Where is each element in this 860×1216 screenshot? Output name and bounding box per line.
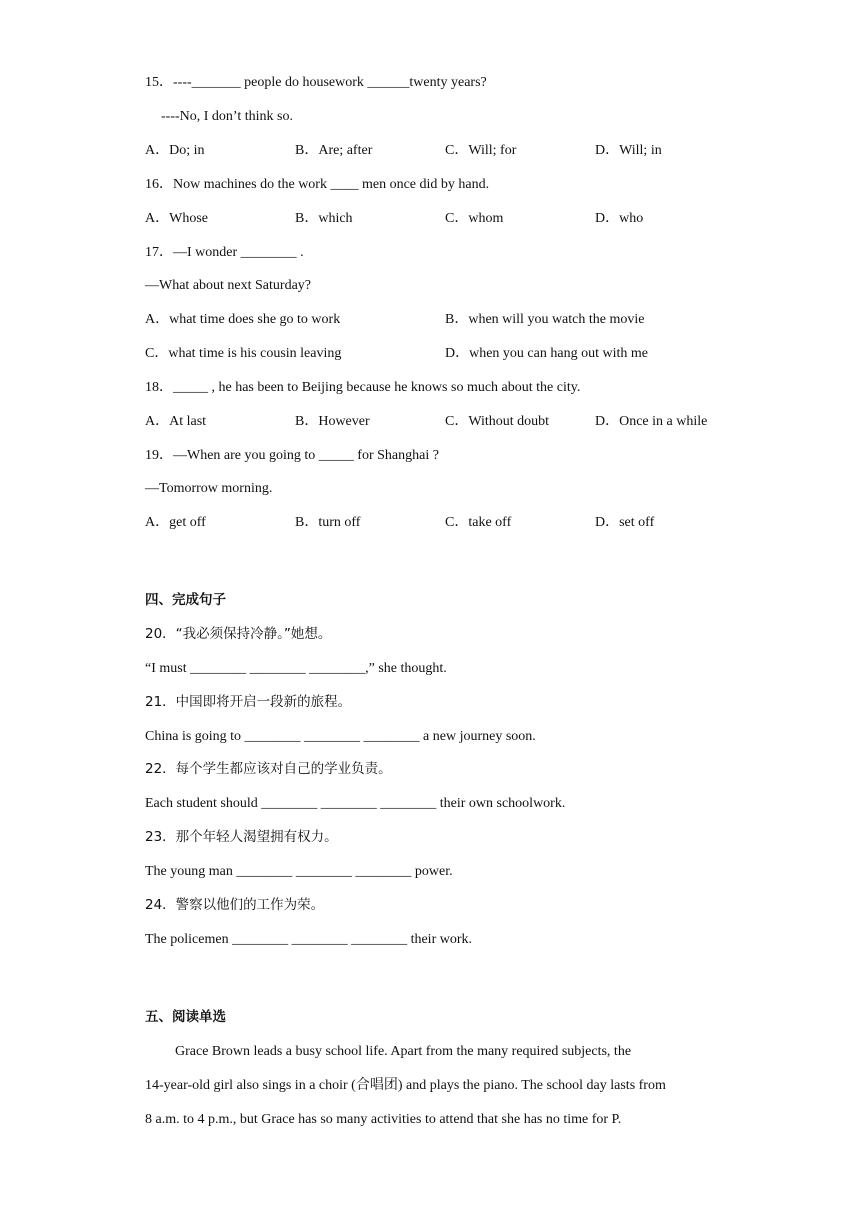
question-19-reply: —Tomorrow morning.: [145, 481, 273, 496]
question-16-option-a: A．Whose: [145, 211, 208, 226]
question-24-chinese: 24．警察以他们的工作为荣。: [145, 897, 325, 913]
question-24-english: The policemen ________ ________ ________ their work.: [145, 932, 473, 947]
question-18-option-d: D．Once in a while: [595, 414, 708, 429]
question-19-option-a: A．get off: [145, 515, 206, 530]
question-17-option-b: B．when will you watch the movie: [445, 312, 645, 327]
question-15-option-d: D．Will; in: [595, 143, 662, 158]
question-18-option-a: A．At last: [145, 414, 207, 429]
question-19-stem: 19．—When are you going to _____ for Shanghai ?: [145, 448, 439, 463]
reading-passage-line: 8 a.m. to 4 p.m., but Grace has so many activities to attend that she has no time for P.: [145, 1112, 622, 1127]
question-15-reply: ----No, I don’t think so.: [161, 109, 293, 124]
question-15-option-c: C．Will; for: [445, 143, 517, 158]
question-18-option-b: B．However: [295, 414, 370, 429]
question-17-option-d: D．when you can hang out with me: [445, 346, 648, 361]
question-23-chinese: 23．那个年轻人渴望拥有权力。: [145, 829, 338, 845]
section-5-heading: 五、阅读单选: [145, 1009, 226, 1025]
reading-passage-line: 14-year-old girl also sings in a choir (合唱团) and plays the piano. The school day lasts from: [145, 1078, 666, 1093]
question-15-option-b: B．Are; after: [295, 143, 373, 158]
question-21-chinese: 21．中国即将开启一段新的旅程。: [145, 694, 352, 710]
question-18-stem: 18．_____ , he has been to Beijing because he knows so much about the city.: [145, 380, 581, 395]
question-19-option-d: D．set off: [595, 515, 655, 530]
question-20-english: “I must ________ ________ ________,” she thought.: [145, 661, 447, 676]
question-18-option-c: C．Without doubt: [445, 414, 550, 429]
question-20-chinese: 20．“我必须保持冷静。”她想。: [145, 626, 332, 642]
question-16-option-b: B．which: [295, 211, 353, 226]
question-15-stem: 15．----_______ people do housework ______twenty years?: [145, 75, 487, 90]
question-21-english: China is going to ________ ________ ________ a new journey soon.: [145, 729, 536, 744]
question-17-reply: —What about next Saturday?: [145, 278, 312, 293]
question-17-option-a: A．what time does she go to work: [145, 312, 341, 327]
question-22-chinese: 22．每个学生都应该对自己的学业负责。: [145, 761, 392, 777]
question-19-option-c: C．take off: [445, 515, 512, 530]
question-16-stem: 16．Now machines do the work ____ men once did by hand.: [145, 177, 490, 192]
question-23-english: The young man ________ ________ ________ power.: [145, 864, 453, 879]
question-16-option-c: C．whom: [445, 211, 504, 226]
question-22-english: Each student should ________ ________ ________ their own schoolwork.: [145, 796, 566, 811]
question-16-option-d: D．who: [595, 211, 644, 226]
question-19-option-b: B．turn off: [295, 515, 361, 530]
question-17-option-c: C．what time is his cousin leaving: [145, 346, 342, 361]
question-17-stem: 17．—I wonder ________ .: [145, 245, 304, 260]
question-15-option-a: A．Do; in: [145, 143, 205, 158]
reading-passage-line: Grace Brown leads a busy school life. Apart from the many required subjects, the: [175, 1044, 632, 1059]
section-4-heading: 四、完成句子: [145, 592, 226, 608]
